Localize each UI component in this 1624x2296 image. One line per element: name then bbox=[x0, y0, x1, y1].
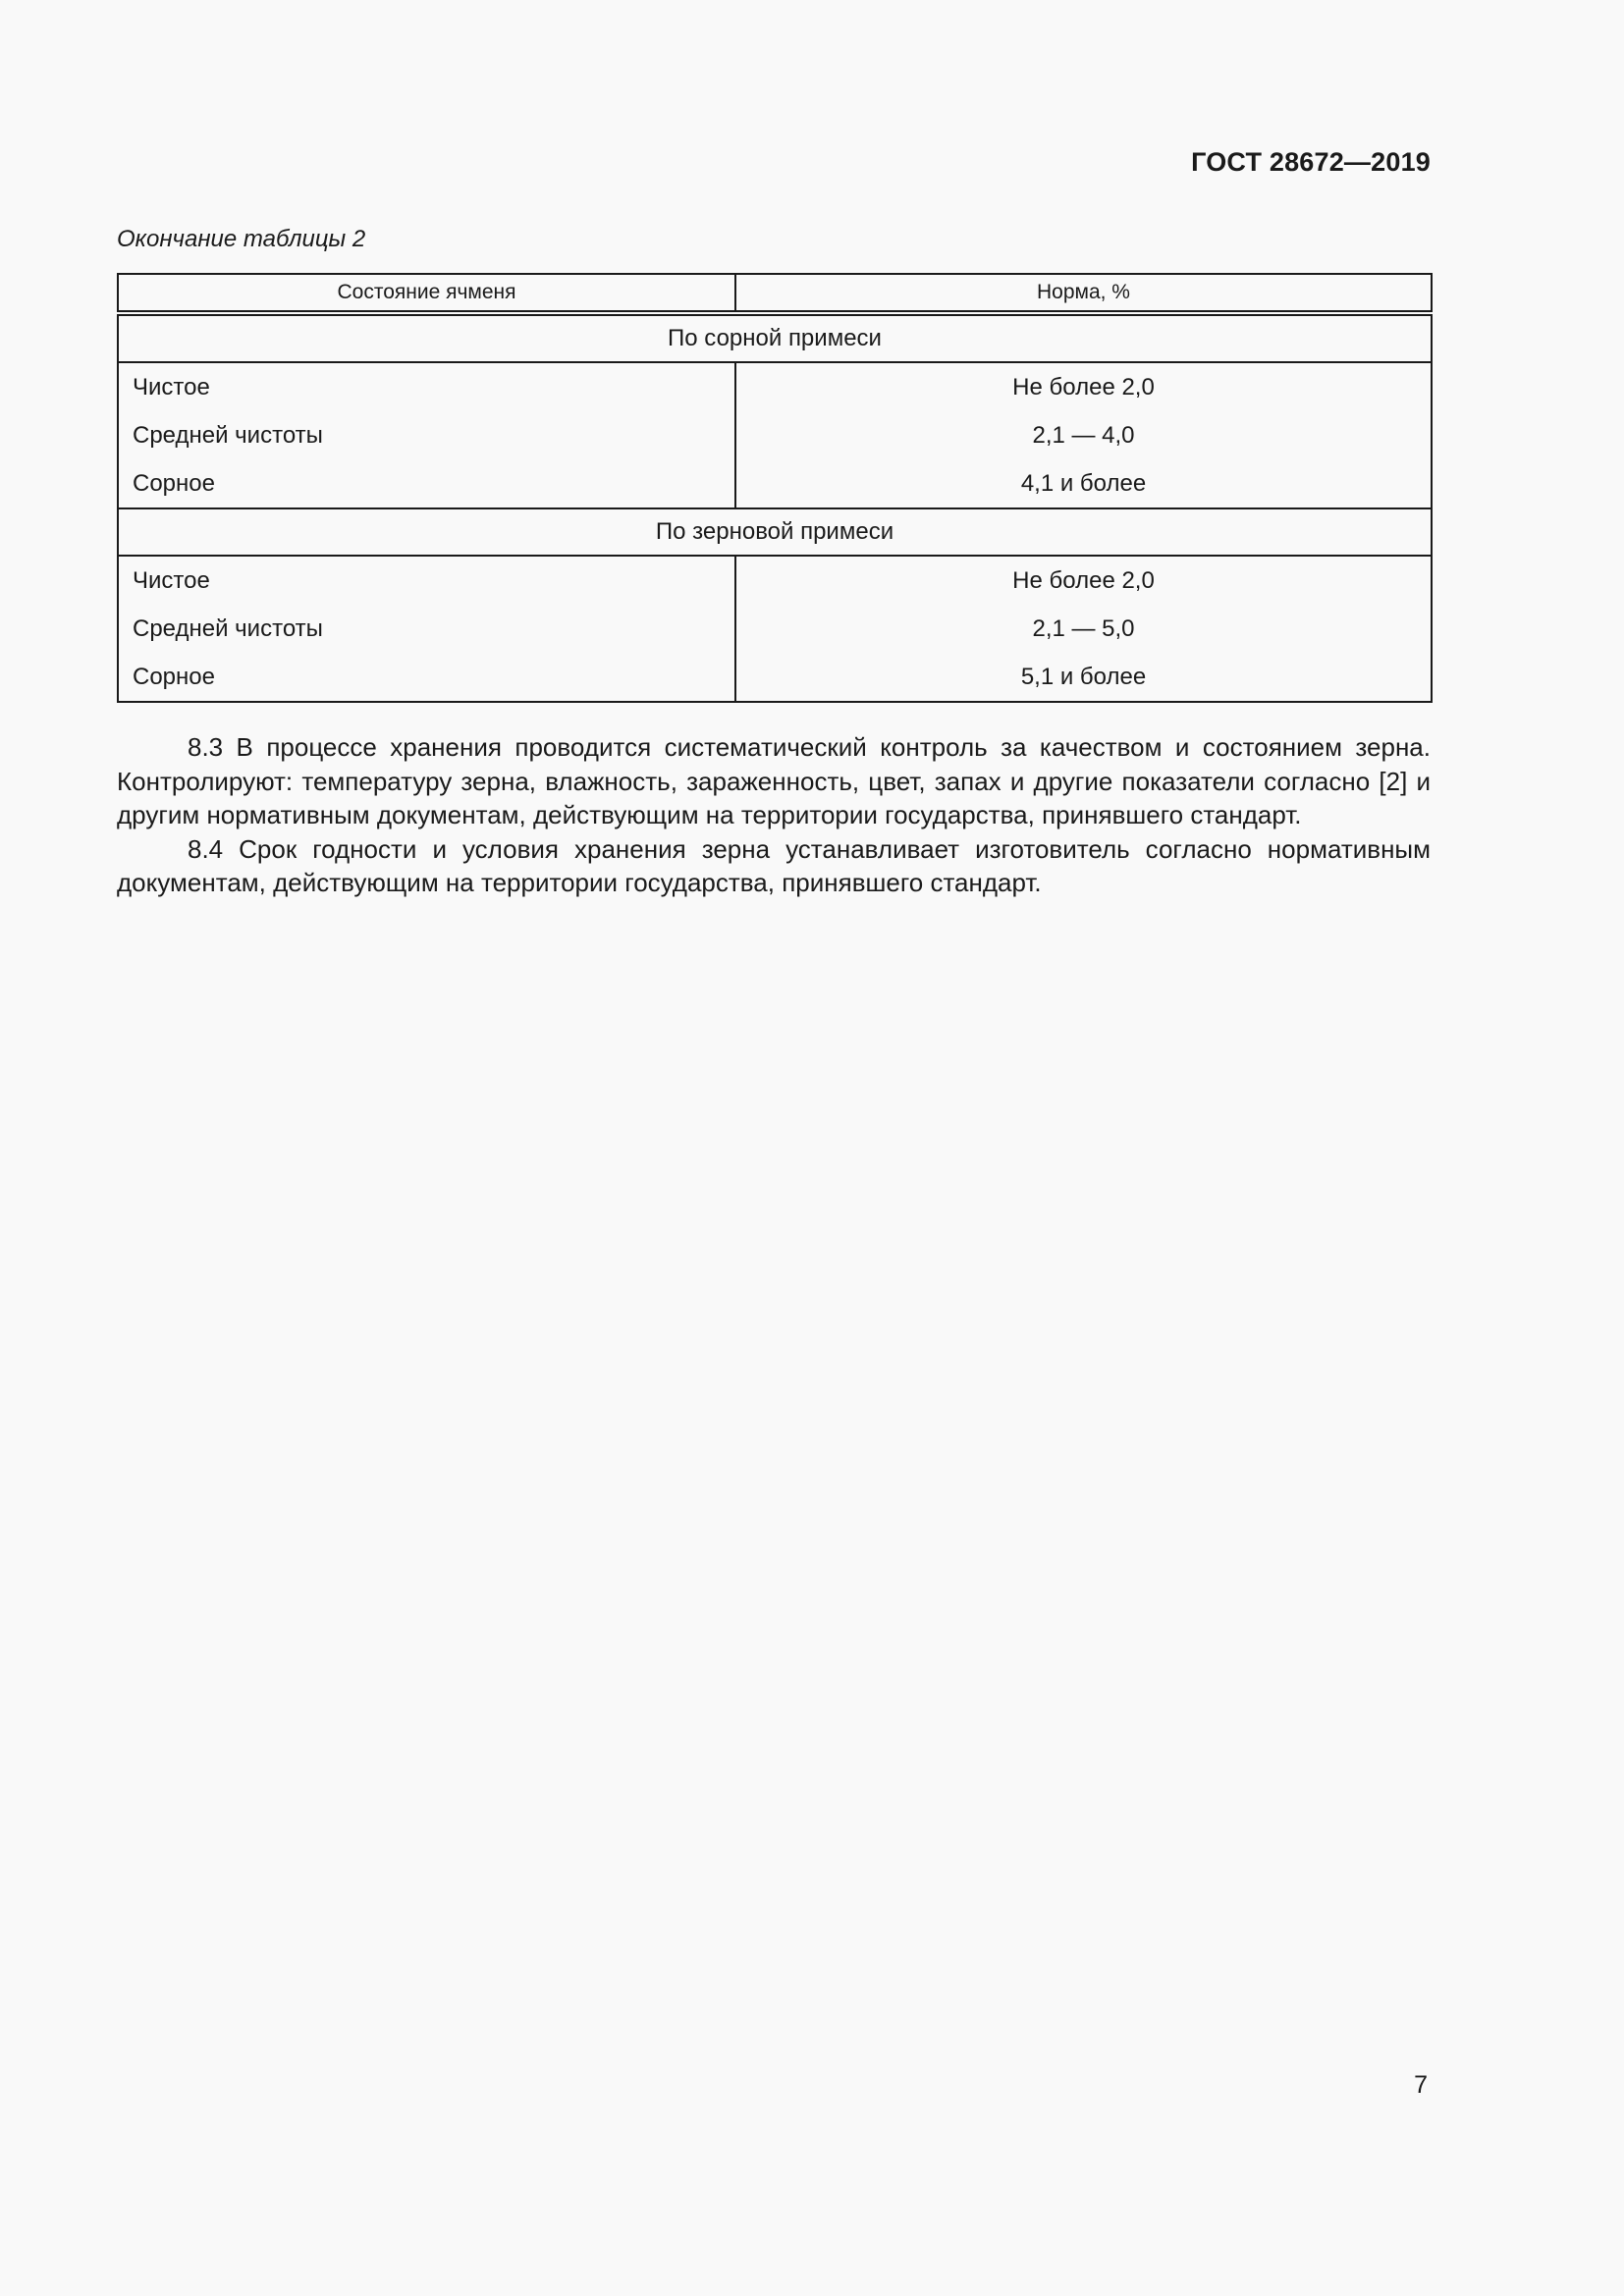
section-row bbox=[118, 508, 1432, 556]
section-title: По зерновой примеси bbox=[118, 508, 1432, 556]
table-row bbox=[118, 605, 1432, 653]
document-id: ГОСТ 28672—2019 bbox=[1191, 147, 1431, 177]
page-number: 7 bbox=[1414, 2071, 1428, 2099]
table-header-row bbox=[118, 274, 1432, 313]
state-cell: Сорное bbox=[118, 459, 735, 508]
state-cell: Чистое bbox=[118, 362, 735, 411]
state-cell: Средней чистоты bbox=[118, 411, 735, 459]
norm-cell: Не более 2,0 bbox=[735, 556, 1432, 605]
column-header-norm: Норма, % bbox=[735, 274, 1432, 313]
column-header-state: Состояние ячменя bbox=[118, 274, 735, 313]
norm-cell: 2,1 — 4,0 bbox=[735, 411, 1432, 459]
norm-cell: 2,1 — 5,0 bbox=[735, 605, 1432, 653]
table-row bbox=[118, 556, 1432, 605]
norm-cell: 4,1 и более bbox=[735, 459, 1432, 508]
norm-cell: Не более 2,0 bbox=[735, 362, 1432, 411]
table-row bbox=[118, 459, 1432, 508]
paragraph-8-3: 8.3 В процессе хранения проводится систематический контроль за качеством и состоянием зерна. Контролируют: температуру зерна, влажность, зараженность, цвет, запах и другие показатели согласно [2] и другим нормативным документам, действующим на территории государства, принявшего стандарт. bbox=[117, 732, 1431, 829]
table-row bbox=[118, 411, 1432, 459]
body-text bbox=[117, 730, 1431, 900]
table-caption: Окончание таблицы 2 bbox=[117, 226, 366, 252]
state-cell: Сорное bbox=[118, 653, 735, 702]
table-row bbox=[118, 362, 1432, 411]
paragraph-8-4: 8.4 Срок годности и условия хранения зерна устанавливает изготовитель согласно нормативным документам, действующим на территории государства, принявшего стандарт. bbox=[117, 833, 1431, 897]
state-cell: Средней чистоты bbox=[118, 605, 735, 653]
norms-table bbox=[117, 273, 1433, 703]
state-cell: Чистое bbox=[118, 556, 735, 605]
table-row bbox=[118, 653, 1432, 702]
norm-cell: 5,1 и более bbox=[735, 653, 1432, 702]
section-row bbox=[118, 313, 1432, 362]
section-title: По сорной примеси bbox=[118, 313, 1432, 362]
